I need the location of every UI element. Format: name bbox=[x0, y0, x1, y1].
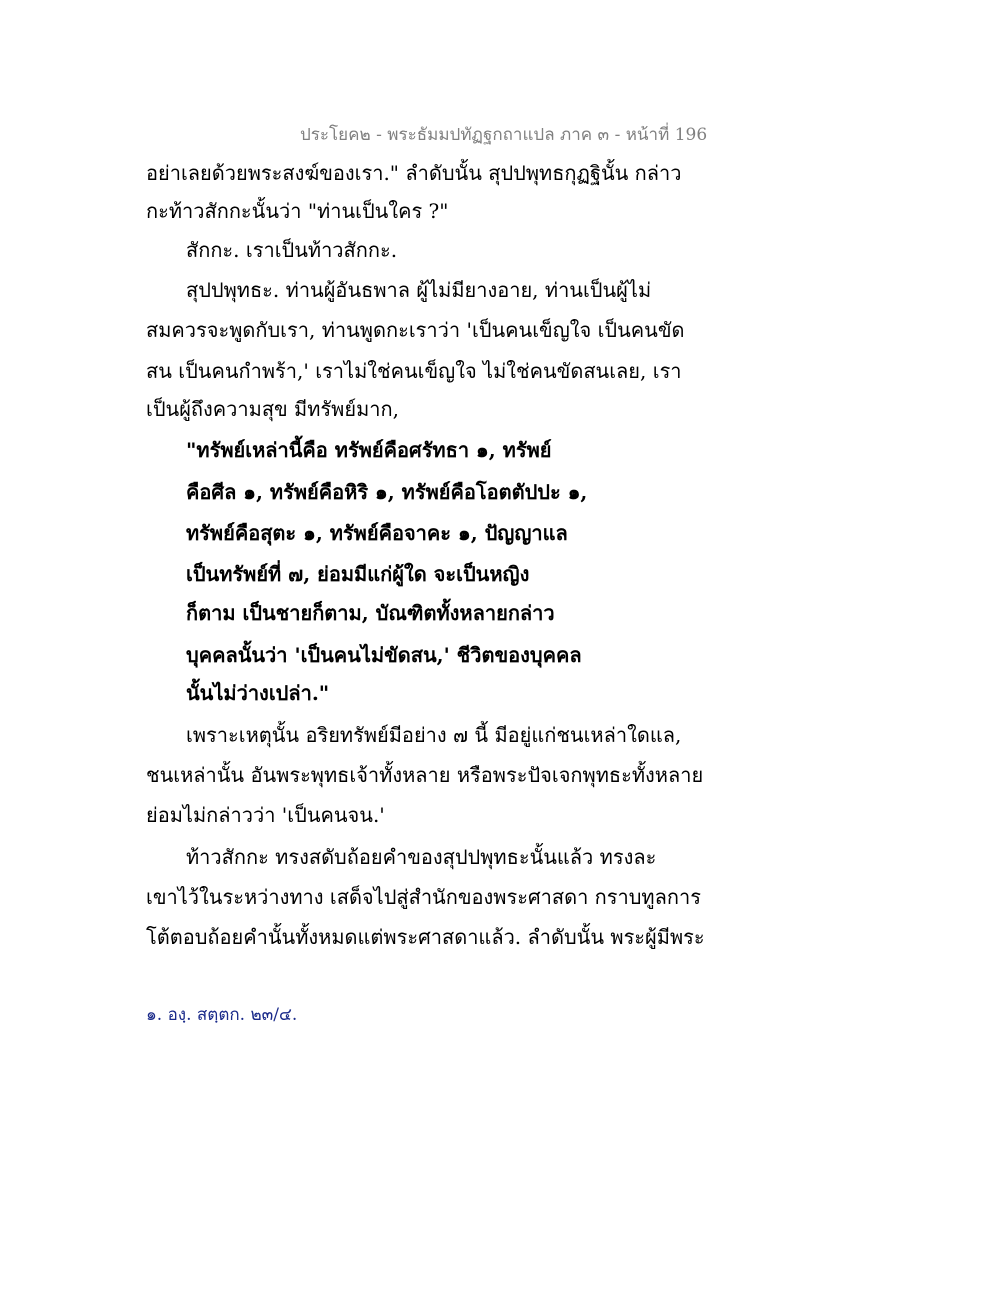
body-line-8: เพราะเหตุนั้น อริยทรัพย์มีอย่าง ๗ นี้ มีอยู่แก่ชนเหล่าใดแล, bbox=[186, 723, 682, 747]
body-line-11: ท้าวสักกะ ทรงสดับถ้อยคำของสุปปพุทธะนั้นแล้ว ทรงละ bbox=[186, 845, 657, 869]
body-line-7: เป็นผู้ถึงความสุข มีทรัพย์มาก, bbox=[146, 397, 399, 421]
footnote: ๑. องฺ. สตฺตก. ๒๓/๔. bbox=[146, 1005, 298, 1025]
verse-line-6: บุคคลนั้นว่า 'เป็นคนไม่ขัดสน,' ชีวิตของบุคคล bbox=[186, 643, 582, 667]
body-line-2: กะท้าวสักกะนั้นว่า "ท่านเป็นใคร ?" bbox=[146, 199, 449, 223]
body-line-10: ย่อมไม่กล่าวว่า 'เป็นคนจน.' bbox=[146, 803, 385, 827]
verse-line-3: ทรัพย์คือสุตะ ๑, ทรัพย์คือจาคะ ๑, ปัญญาแล bbox=[186, 521, 568, 545]
verse-line-1: "ทรัพย์เหล่านี้คือ ทรัพย์คือศรัทธา ๑, ทรัพย์ bbox=[186, 438, 552, 462]
body-line-9: ชนเหล่านั้น อันพระพุทธเจ้าทั้งหลาย หรือพระปัจเจกพุทธะทั้งหลาย bbox=[146, 763, 704, 787]
body-line-1: อย่าเลยด้วยพระสงฆ์ของเรา." ลำดับนั้น สุปปพุทธกุฏฐินั้น กล่าว bbox=[146, 161, 682, 185]
body-line-13: โต้ตอบถ้อยคำนั้นทั้งหมดแต่พระศาสดาแล้ว. ลำดับนั้น พระผู้มีพระ bbox=[146, 925, 705, 949]
body-line-4: สุปปพุทธะ. ท่านผู้อันธพาล ผู้ไม่มียางอาย, ท่านเป็นผู้ไม่ bbox=[186, 278, 652, 302]
body-line-12: เขาไว้ในระหว่างทาง เสด็จไปสู่สำนักของพระศาสดา กราบทูลการ bbox=[146, 885, 701, 909]
body-line-3: สักกะ. เราเป็นท้าวสักกะ. bbox=[186, 238, 398, 262]
verse-line-2: คือศีล ๑, ทรัพย์คือหิริ ๑, ทรัพย์คือโอตตัปปะ ๑, bbox=[186, 480, 588, 504]
verse-line-4: เป็นทรัพย์ที่ ๗, ย่อมมีแก่ผู้ใด จะเป็นหญิง bbox=[186, 562, 530, 586]
running-header: ประโยค๒ - พระธัมมปทัฏฐกถาแปล ภาค ๓ - หน้าที่ 196 bbox=[300, 125, 708, 145]
body-line-5: สมควรจะพูดกับเรา, ท่านพูดกะเราว่า 'เป็นคนเข็ญใจ เป็นคนขัด bbox=[146, 318, 685, 342]
verse-line-7: นั้นไม่ว่างเปล่า." bbox=[186, 681, 330, 705]
body-line-6: สน เป็นคนกำพร้า,' เราไม่ใช่คนเข็ญใจ ไม่ใช่คนขัดสนเลย, เรา bbox=[146, 359, 682, 383]
verse-line-5: ก็ตาม เป็นชายก็ตาม, บัณฑิตทั้งหลายกล่าว bbox=[186, 601, 555, 625]
